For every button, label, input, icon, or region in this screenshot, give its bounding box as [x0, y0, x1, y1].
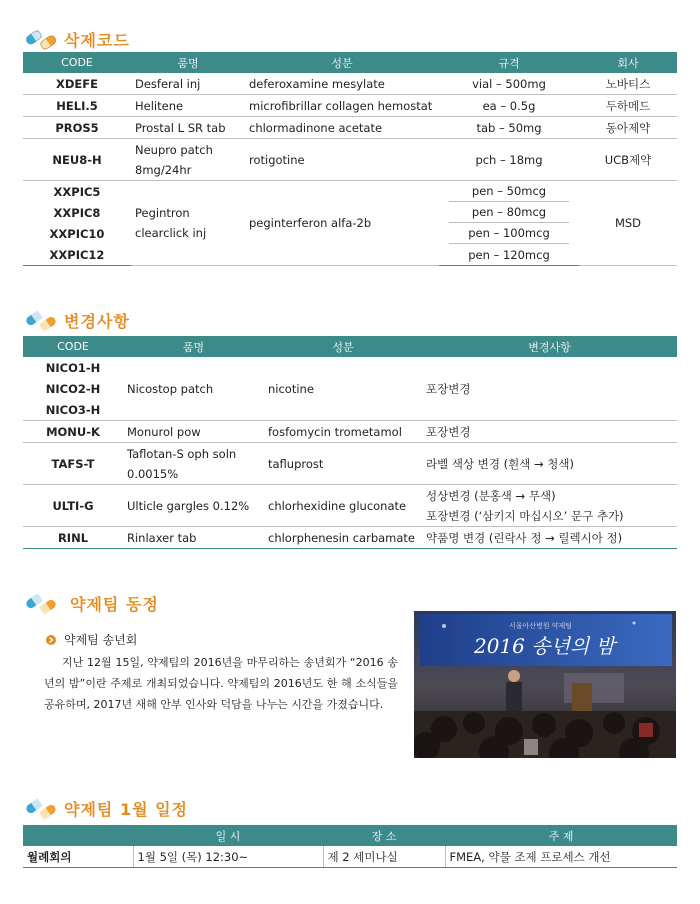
ingredient-cell: deferoxamine mesylate	[245, 73, 439, 95]
place-cell: 제 2 세미나실	[323, 846, 445, 868]
change-line: 성상변경 (분홍색 → 무색)	[426, 488, 556, 503]
ingredient-cell: nicotine	[264, 357, 422, 421]
spec-cell: pen – 50mcg	[449, 181, 569, 202]
column-header: 장 소	[323, 825, 445, 846]
column-header: CODE	[23, 336, 123, 357]
pill-icon	[24, 307, 58, 333]
ingredient-cell: chlorphenesin carbamate	[264, 527, 422, 549]
code-cell: XDEFE	[23, 73, 131, 95]
table-row	[23, 527, 677, 549]
column-header: 성분	[245, 52, 439, 73]
change-cell: 포장변경	[422, 421, 677, 443]
news-body	[44, 652, 398, 715]
year-end-party-photo	[414, 611, 676, 758]
table-header-row	[23, 825, 677, 846]
code-cell: XXPIC10	[49, 226, 105, 241]
topic-cell: FMEA, 약물 조제 프로세스 개선	[445, 846, 677, 868]
column-header	[23, 825, 133, 846]
ingredient-cell: chlorhexidine gluconate	[264, 485, 422, 527]
pill-icon	[24, 590, 58, 616]
name-cell: Nicostop patch	[123, 357, 264, 421]
name-cell: Neupro patch 8mg/24hr	[131, 139, 245, 181]
ingredient-cell: chlormadinone acetate	[245, 117, 439, 139]
code-cell: XXPIC12	[23, 244, 131, 266]
table-header-row	[23, 52, 677, 73]
name-cell: Helitene	[131, 95, 245, 117]
spec-cell: vial – 500mg	[439, 73, 579, 95]
column-header: 일 시	[133, 825, 323, 846]
table-row	[23, 181, 677, 203]
section-title: 삭제코드	[64, 30, 130, 50]
column-header: 변경사항	[422, 336, 677, 357]
spec-cell: tab – 50mg	[439, 117, 579, 139]
section-title: 약제팀 동정	[70, 594, 159, 614]
banner-small-text: 서울아산병원 약제팀	[509, 622, 573, 630]
section-changes-title	[24, 307, 130, 333]
table-row	[23, 485, 677, 527]
section-news-title	[24, 590, 159, 616]
company-cell: 두하메드	[579, 95, 677, 117]
company-cell: 노바티스	[579, 73, 677, 95]
name-cell: Taflotan-S oph soln 0.0015%	[123, 443, 264, 485]
spec-cell: pen – 100mcg	[449, 223, 569, 244]
column-header: 규격	[439, 52, 579, 73]
column-header: 성분	[264, 336, 422, 357]
column-header: 주 제	[445, 825, 677, 846]
change-cell	[422, 485, 677, 527]
name-cell: Prostal L SR tab	[131, 117, 245, 139]
name-cell: Desferal inj	[131, 73, 245, 95]
name-cell: Rinlaxer tab	[123, 527, 264, 549]
news-heading	[46, 631, 137, 648]
code-cell: ULTI-G	[23, 485, 123, 527]
deleted-codes-table	[23, 52, 677, 266]
name-cell: Ulticle gargles 0.12%	[123, 485, 264, 527]
code-cell: XXPIC8	[53, 205, 101, 220]
ingredient-cell: fosfomycin trometamol	[264, 421, 422, 443]
code-cell: NICO3-H	[23, 399, 123, 421]
table-row	[23, 443, 677, 485]
table-row	[23, 846, 677, 868]
ingredient-cell: rotigotine	[245, 139, 439, 181]
schedule-table	[23, 825, 677, 868]
section-title: 변경사항	[64, 311, 130, 331]
ingredient-cell: peginterferon alfa-2b	[245, 181, 439, 266]
table-row	[23, 95, 677, 117]
column-header: 품명	[131, 52, 245, 73]
code-cell: MONU-K	[23, 421, 123, 443]
table-header-row	[23, 336, 677, 357]
ingredient-cell: microfibrillar collagen hemostat	[245, 95, 439, 117]
company-cell: 동아제약	[579, 117, 677, 139]
table-row	[23, 117, 677, 139]
column-header: 품명	[123, 336, 264, 357]
datetime-cell: 1월 5일 (목) 12:30~	[133, 846, 323, 868]
section-deleted-title	[24, 26, 130, 52]
code-cell: RINL	[23, 527, 123, 549]
company-cell: MSD	[579, 181, 677, 266]
table-row	[23, 139, 677, 181]
column-header: 회사	[579, 52, 677, 73]
news-paragraph: 지난 12월 15일, 약제팀의 2016년을 마무리하는 송년회가 “2016 송년의 밤”이란 주제로 개최되었습니다. 약제팀의 2016년도 한 해 소식들을 공유하며, 2017년 새해 안부 인사와 덕담을 나누는 시간을 가졌습니다.	[44, 656, 398, 711]
change-cell: 라벨 색상 변경 (흰색 → 청색)	[422, 443, 677, 485]
code-cell: PROS5	[23, 117, 131, 139]
spec-cell: pch – 18mg	[439, 139, 579, 181]
change-cell: 약품명 변경 (린락사 정 → 릴렉시아 정)	[422, 527, 677, 549]
column-header: CODE	[23, 52, 131, 73]
code-cell: XXPIC5	[53, 184, 101, 199]
table-row	[23, 73, 677, 95]
code-cell: NICO2-H	[45, 381, 101, 396]
section-title: 약제팀 1월 일정	[64, 799, 189, 819]
name-cell: Monurol pow	[123, 421, 264, 443]
table-row	[23, 357, 677, 378]
code-cell: HELI.5	[23, 95, 131, 117]
name-cell: Pegintron clearclick inj	[131, 181, 245, 266]
news-heading-text: 약제팀 송년회	[64, 633, 138, 647]
table-row	[23, 421, 677, 443]
changes-table	[23, 336, 677, 549]
event-cell: 월례회의	[23, 846, 133, 868]
company-cell: UCB제약	[579, 139, 677, 181]
ingredient-cell: tafluprost	[264, 443, 422, 485]
pill-icon	[24, 26, 58, 52]
section-schedule-title	[24, 795, 188, 821]
spec-cell: pen – 120mcg	[439, 244, 579, 266]
banner-big-text: 2016 송년의 밤	[474, 634, 615, 658]
bullet-icon	[46, 635, 56, 645]
spec-cell: pen – 80mcg	[449, 202, 569, 223]
code-cell: TAFS-T	[23, 443, 123, 485]
code-cell: NICO1-H	[45, 360, 101, 375]
change-cell: 포장변경	[422, 357, 677, 421]
pill-icon	[24, 795, 58, 821]
change-line: 포장변경 (‘삼키지 마십시오’ 문구 추가)	[426, 508, 624, 523]
code-cell: NEU8-H	[23, 139, 131, 181]
spec-cell: ea – 0.5g	[439, 95, 579, 117]
